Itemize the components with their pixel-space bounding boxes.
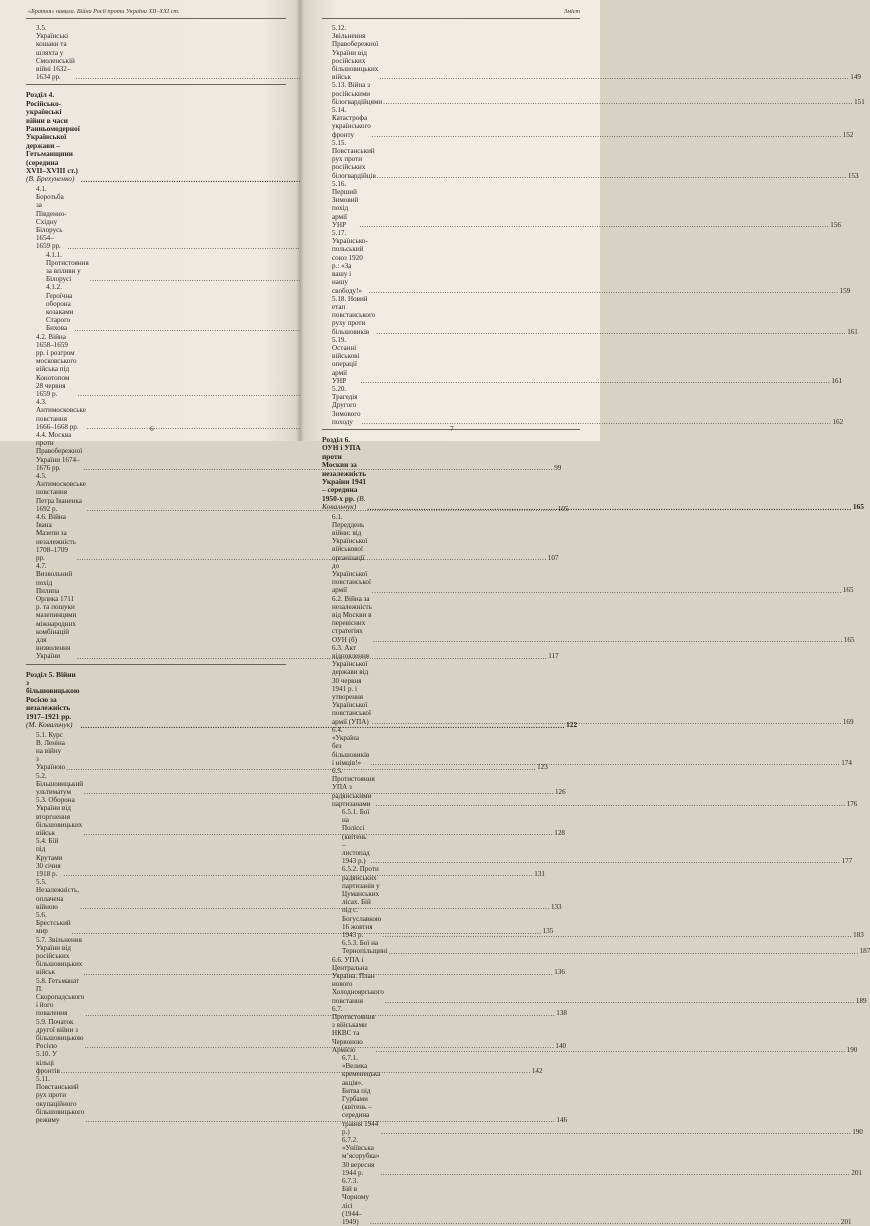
toc-entry: 5.6. Брестський мир ..... 135 [26, 911, 286, 936]
toc-entry: 6.5. Протистояння УПА з радянськими партизанами ..... 176 [322, 767, 580, 808]
toc-entry: 5.15. Повстанський рух проти російських білогвардійців ..... 153 [322, 139, 580, 180]
toc-entry: 4.4. Москва проти Правобережної України 1674–1676 рр. ..... 99 [26, 431, 286, 472]
toc-entry: 6.7.3. Бій в Чорному лісі (1944–1949) ..... 201 [322, 1177, 580, 1226]
toc-entry: 4.1.1. Протистояння за впливи у Білорусі ..... [26, 251, 286, 284]
toc-entry: 5.19. Останні військові операції армії УНР ..... 161 [322, 336, 580, 385]
toc-entry: 6.5.3. Бої на Тернопільщині ..... 187 [322, 939, 580, 955]
right-header-rule [322, 18, 580, 19]
toc-entry: 5.10. У кільці фронтів ..... 142 [26, 1050, 286, 1075]
toc-entry: 6.5.1. Бої на Поліссі (квітень – листопад 1943 р.) ..... 177 [322, 808, 580, 865]
toc-entry: 5.12. Звільнення Правобережної України від російських більшовицьких військ ..... 149 [322, 24, 580, 81]
toc-entry: 5.1. Курс В. Леніна на війну з Україною ..... 123 [26, 731, 286, 772]
toc-entry: 6.6. УПА і Центральна Україна. План нового Холодноярського повстання ..... 189 [322, 956, 580, 1005]
toc-entry: 4.7. Визвольний похід Пилипа Орлика 1711 р. та пошуки мазепинцями міжнародних комбінацій для визволення України ..... 117 [26, 562, 286, 660]
right-page-number: 7 [450, 424, 454, 433]
toc-section-heading: Розділ 5. Війни з більшовицькою Росією за незалежність 1917–1921 рр. (М. Ковальчук) ..... 122 [26, 671, 286, 730]
toc-entry: 5.18. Новий етап повстанського руху проти більшовиків ..... 161 [322, 295, 580, 336]
toc-entry: 5.7. Звільнення України від російських більшовицьких військ ..... 136 [26, 936, 286, 977]
toc-entry: 5.17. Українсько-польський союз 1920 р.: «За вашу і нашу свободу!» ..... 159 [322, 229, 580, 295]
toc-entry: 6.7.1. «Велика кременецька акція». Битва під Гурбами (квітень – середина травня 1944 р.) ..... 190 [322, 1054, 580, 1136]
toc-entry: 5.20. Трагедія Другого Зимового походу ..... 162 [322, 385, 580, 426]
right-toc [322, 24, 870, 1226]
toc-entry: 5.4. Бій під Крутами 30 січня 1918 р. ..... 131 [26, 837, 286, 878]
toc-section-heading: Розділ 6. ОУН і УПА проти Москви за незалежність України 1941 – середина 1950-х рр. (В. Ковальчук) ..... 165 [322, 436, 580, 512]
left-header-rule [26, 18, 286, 19]
toc-entry: 4.6. Війна Івана Мазепи за незалежність 1708–1709 рр. ..... 107 [26, 513, 286, 562]
right-running-head: Зміст [564, 8, 580, 15]
left-toc [26, 24, 578, 1125]
toc-entry: 3.5. Українські кошаки та шляхта у Смоленській війні 1632–1634 рр. ..... [26, 24, 286, 81]
toc-entry: 5.3. Оборона України від вторгнення більшовицьких військ ..... 128 [26, 796, 286, 837]
section-divider [26, 84, 286, 85]
toc-entry: 4.5. Антимосковське повстання Петра Іваненка 1692 р. ..... 105 [26, 472, 286, 513]
toc-entry: 5.13. Війна з російськими білогвардійцями ..... 151 [322, 81, 580, 106]
toc-entry: 4.1.2. Героїчна оборона козаками Старого Бихова ..... [26, 283, 286, 332]
book-gutter [296, 0, 304, 441]
toc-entry: 5.2. Більшовицький ультиматум ..... 126 [26, 772, 286, 797]
toc-entry: 6.1. Переддень війни: від Української військової організації до Української повстанської армії ..... 165 [322, 513, 580, 595]
toc-entry: 6.7. Протистояння з військами НКВС та Червоною Армією ..... 190 [322, 1005, 580, 1054]
toc-entry: 6.7.2. «Уніївська м’ясорубка» 30 вересня 1944 р. ..... 201 [322, 1136, 580, 1177]
toc-entry: 6.5.2. Проти радянських партизанів у Цуманських лісах. Бій під с. Богуславкою 16 жовтня 1943 р. ..... 183 [322, 865, 580, 939]
toc-entry: 5.14. Катастрофа українського фронту ..... 152 [322, 106, 580, 139]
toc-entry: 4.1. Боротьба за Південно-Східну Білорусь 1654–1659 рр. ..... [26, 185, 286, 251]
toc-entry: 5.8. Гетьманат П. Скоропадського і його повалення ..... 138 [26, 977, 286, 1018]
toc-entry: 5.9. Початок другої війни з більшовицькою Росією ..... 140 [26, 1018, 286, 1051]
section-divider [26, 664, 286, 665]
toc-entry: 6.4. «Україна без більшовиків і німців!» ..... 174 [322, 726, 580, 767]
toc-entry: 5.16. Перший Зимовий похід армії УНР ..... 156 [322, 180, 580, 229]
toc-entry: 6.3. Акт відновлення Української держави від 30 червня 1941 р. і утворення Української повстанської армії (УПА) ..... 169 [322, 644, 580, 726]
left-page-number: 6 [150, 424, 154, 433]
toc-entry: 4.3. Антимосковське повстання 1666–1668 рр. ..... [26, 398, 286, 431]
left-running-head: «Братня» навала. Війни Росії проти України XII–XXI ст. [28, 8, 180, 15]
toc-section-heading: Розділ 4. Російсько-українські війни в часи Ранньомодерної Української держави – Гетьманщини (середина XVII–XVIII ст.) (В. Брехуненко) ..... [26, 91, 286, 183]
toc-entry: 4.2. Війна 1658–1659 рр. і розгром московського війська під Конотопом 28 червня 1659 р. ..... [26, 333, 286, 399]
toc-entry: 5.5. Незалежність, оплачена війною ..... 133 [26, 878, 286, 911]
toc-entry: 5.11. Повстанський рух проти окупаційного більшовицького режиму ..... 146 [26, 1075, 286, 1124]
toc-entry: 6.2. Війна за незалежність від Москви в перевісних стратегіях ОУН (б) ..... 165 [322, 595, 580, 644]
